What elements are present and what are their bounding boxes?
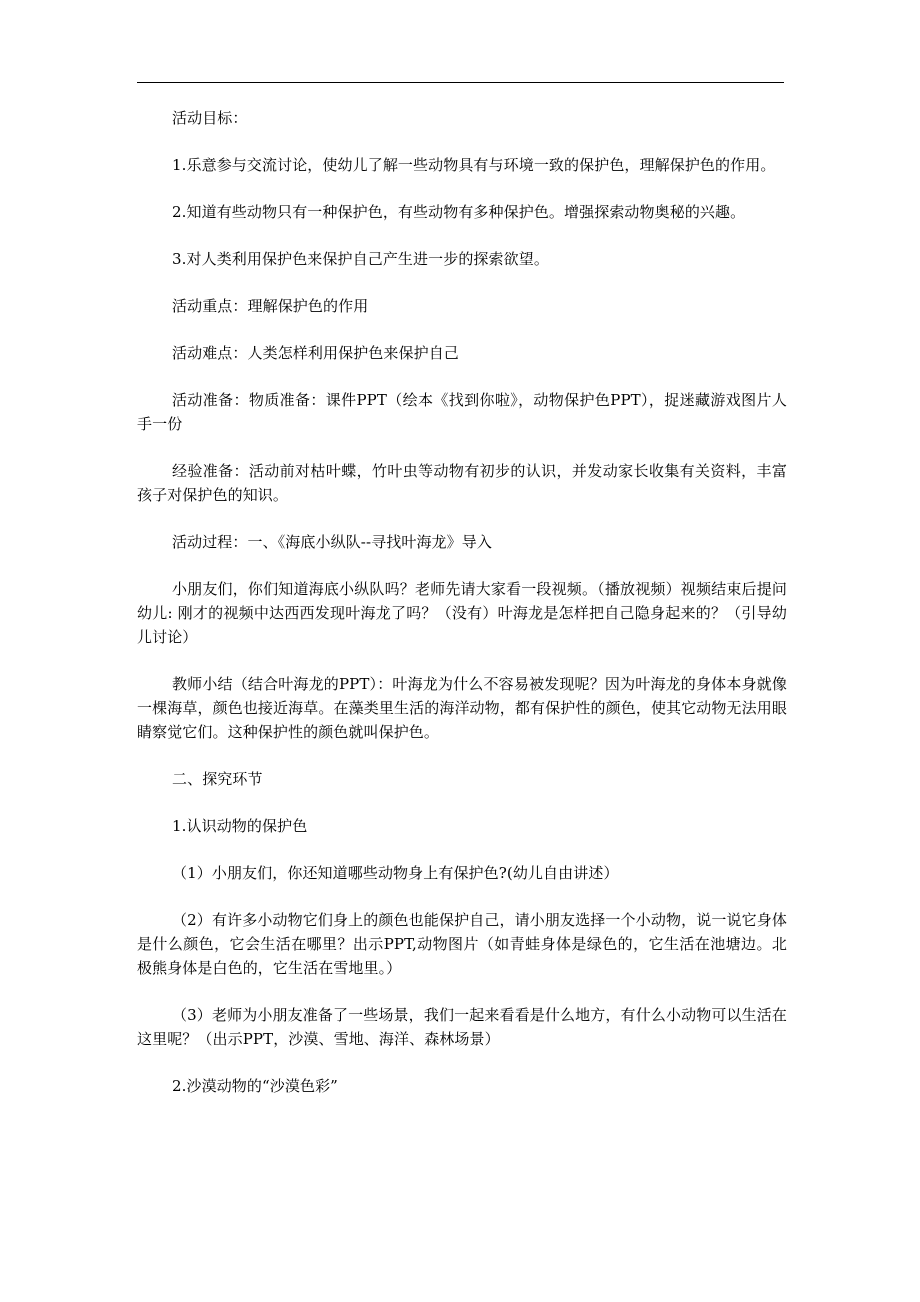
activity-preparation: 活动准备：物质准备：课件PPT（绘本《找到你啦》，动物保护色PPT），捉迷藏游戏图片人手一份: [137, 391, 787, 433]
explore-item-1: 1.认识动物的保护色: [172, 817, 308, 835]
heading-activity-goals: 活动目标：: [172, 109, 248, 127]
explore-sub-2: （2）有许多小动物它们身上的颜色也能保护自己，请小朋友选择一个小动物，说一说它身体是什么颜色，它会生活在哪里？出示PPT,动物图片（如青蛙身体是绿色的，它生活在池塘边。北极熊身体是白色的，它生活在雪地里。）: [137, 911, 787, 977]
activity-difficulty: 活动难点：人类怎样利用保护色来保护自己: [172, 344, 459, 362]
teacher-summary: 教师小结（结合叶海龙的PPT）：叶海龙为什么不容易被发现呢？因为叶海龙的身体本身就像一棵海草，颜色也接近海草。在藻类里生活的海洋动物，都有保护性的颜色，使其它动物无法用眼睛察觉它们。这种保护性的颜色就叫保护色。: [137, 675, 787, 741]
explore-sub-3: （3）老师为小朋友准备了一些场景，我们一起来看看是什么地方，有什么小动物可以生活在这里呢？（出示PPT，沙漠、雪地、海洋、森林场景）: [137, 1006, 787, 1048]
explore-item-2: 2.沙漠动物的“沙漠色彩”: [172, 1077, 338, 1095]
goal-item-2: 2.知道有些动物只有一种保护色，有些动物有多种保护色。增强探索动物奥秘的兴趣。: [172, 203, 746, 221]
intro-paragraph: 小朋友们，你们知道海底小纵队吗？老师先请大家看一段视频。（播放视频）视频结束后提问幼儿: 刚才的视频中达西西发现叶海龙了吗？（没有）叶海龙是怎样把自己隐身起来的？（引导幼儿讨论）: [137, 580, 787, 646]
header-rule: [137, 82, 784, 83]
explore-sub-1: （1）小朋友们，你还知道哪些动物身上有保护色?(幼儿自由讲述）: [172, 864, 619, 882]
experience-preparation: 经验准备：活动前对枯叶蝶，竹叶虫等动物有初步的认识，并发动家长收集有关资料，丰富孩子对保护色的知识。: [137, 462, 787, 504]
activity-process-intro: 活动过程：一、《海底小纵队--寻找叶海龙》导入: [172, 533, 492, 551]
goal-item-3: 3.对人类利用保护色来保护自己产生进一步的探索欲望。: [172, 250, 549, 268]
document-body: [137, 106, 787, 1121]
activity-key-point: 活动重点：理解保护色的作用: [172, 297, 369, 315]
section-explore: 二、探究环节: [172, 770, 263, 788]
goal-item-1: 1.乐意参与交流讨论，使幼儿了解一些动物具有与环境一致的保护色，理解保护色的作用。: [172, 156, 776, 174]
